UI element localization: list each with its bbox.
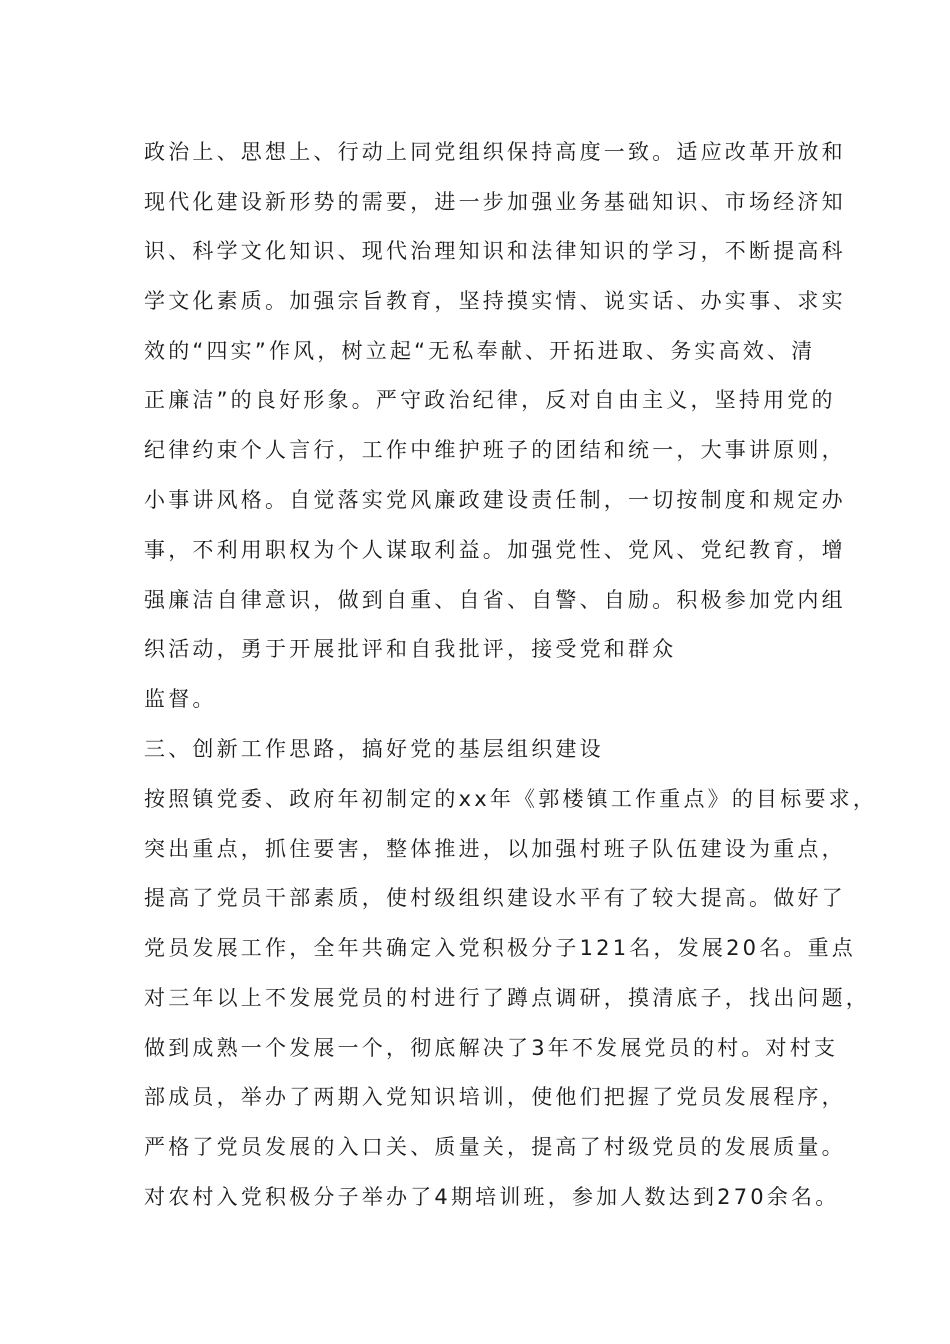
- text-line: 部成员，举办了两期入党知识培训，使他们把握了党员发展程序，: [144, 1085, 846, 1109]
- text-line: 强廉洁自律意识，做到自重、自省、自警、自励。积极参加党内组: [144, 588, 846, 612]
- text-line: 小事讲风格。自觉落实党风廉政建设责任制，一切按制度和规定办: [144, 488, 846, 512]
- text-line: 织活动，勇于开展批评和自我批评，接受党和群众: [144, 637, 677, 661]
- section-heading: 三、创新工作思路，搞好党的基层组织建设: [144, 737, 604, 761]
- text-line: 事，不利用职权为个人谋取利益。加强党性、党风、党纪教育，增: [144, 538, 846, 562]
- text-line: 效的“四实”作风，树立起“无私奉献、开拓进取、务实高效、清: [144, 339, 816, 363]
- text-line: 提高了党员干部素质，使村级组织建设水平有了较大提高。做好了: [144, 886, 846, 910]
- text-line: 政治上、思想上、行动上同党组织保持高度一致。适应改革开放和: [144, 140, 846, 164]
- text-line: 严格了党员发展的入口关、质量关，提高了村级党员的发展质量。: [144, 1135, 846, 1159]
- text-line: 正廉洁”的良好形象。严守政治纪律，反对自由主义，坚持用党的: [144, 388, 836, 412]
- text-line: 党员发展工作，全年共确定入党积极分子121名，发展20名。重点: [144, 936, 857, 960]
- text-line: 学文化素质。加强宗旨教育，坚持摸实情、说实话、办实事、求实: [144, 289, 846, 313]
- text-line: 按照镇党委、政府年初制定的xx年《郭楼镇工作重点》的目标要求，: [144, 787, 878, 811]
- text-line: 突出重点，抓住要害，整体推进，以加强村班子队伍建设为重点，: [144, 837, 846, 861]
- text-line: 监督。: [144, 687, 217, 711]
- text-line: 识、科学文化知识、现代治理知识和法律知识的学习，不断提高科: [144, 239, 846, 263]
- text-line: 对农村入党积极分子举办了4期培训班，参加人数达到270余名。: [144, 1185, 840, 1209]
- text-line: 做到成熟一个发展一个，彻底解决了3年不发展党员的村。对村支: [144, 1036, 839, 1060]
- text-line: 对三年以上不发展党员的村进行了蹲点调研，摸清底子，找出问题，: [144, 986, 870, 1010]
- text-line: 现代化建设新形势的需要，进一步加强业务基础知识、市场经济知: [144, 190, 846, 214]
- text-line: 纪律约束个人言行，工作中维护班子的团结和统一，大事讲原则，: [144, 438, 846, 462]
